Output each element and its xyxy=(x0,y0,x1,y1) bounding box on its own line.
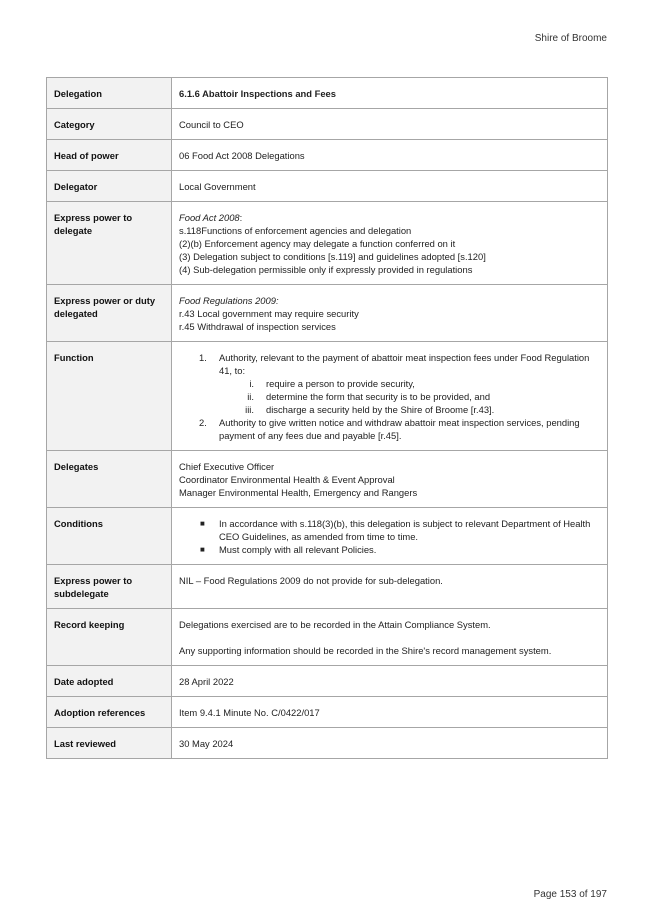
row-adoption-references xyxy=(47,697,608,728)
adoption-references-label: Adoption references xyxy=(47,697,172,728)
subitem-number: ii. xyxy=(247,391,254,402)
subitem-number: i. xyxy=(249,378,254,389)
row-function xyxy=(47,342,608,451)
row-record-keeping xyxy=(47,609,608,666)
category-value: Council to CEO xyxy=(172,109,608,140)
function-subitem xyxy=(238,377,600,390)
function-subitem xyxy=(238,403,600,416)
function-label: Function xyxy=(47,342,172,451)
delegation-value: 6.1.6 Abattoir Inspections and Fees xyxy=(172,78,608,109)
subdelegate-label: Express power to subdelegate xyxy=(47,565,172,609)
function-sublist xyxy=(238,377,600,416)
delegates-value xyxy=(172,451,608,508)
subitem-text: discharge a security held by the Shire of Broome [r.43]. xyxy=(266,404,495,415)
function-list xyxy=(199,351,600,442)
subdelegate-value: NIL – Food Regulations 2009 do not provide for sub-delegation. xyxy=(172,565,608,609)
row-category xyxy=(47,109,608,140)
date-adopted-value: 28 April 2022 xyxy=(172,666,608,697)
function-item-text: Authority to give written notice and withdraw abattoir meat inspection services, pending payment of any fees due and payable [r.45]. xyxy=(219,417,580,441)
delegator-value: Local Government xyxy=(172,171,608,202)
adoption-references-value: Item 9.4.1 Minute No. C/0422/017 xyxy=(172,697,608,728)
record-keeping-label: Record keeping xyxy=(47,609,172,666)
act-name: Food Act 2008 xyxy=(179,212,240,223)
function-value xyxy=(172,342,608,451)
express-power-to-delegate-label: Express power to delegate xyxy=(47,202,172,285)
row-head-of-power xyxy=(47,140,608,171)
row-last-reviewed xyxy=(47,728,608,759)
row-delegation xyxy=(47,78,608,109)
delegates-label: Delegates xyxy=(47,451,172,508)
subitem-number: iii. xyxy=(245,404,254,415)
conditions-list xyxy=(199,517,600,556)
spacer xyxy=(179,631,600,644)
row-conditions xyxy=(47,508,608,565)
regs-name: Food Regulations 2009: xyxy=(179,295,279,306)
subitem-text: determine the form that security is to be provided, and xyxy=(266,391,491,402)
head-of-power-value: 06 Food Act 2008 Delegations xyxy=(172,140,608,171)
delegator-label: Delegator xyxy=(47,171,172,202)
last-reviewed-value: 30 May 2024 xyxy=(172,728,608,759)
record-line: Any supporting information should be recorded in the Shire's record management system. xyxy=(179,645,552,656)
delegate-line: Chief Executive Officer xyxy=(179,461,275,472)
condition-text: Must comply with all relevant Policies. xyxy=(219,544,377,555)
row-express-power-or-duty-delegated xyxy=(47,285,608,342)
bullet-icon: ■ xyxy=(200,545,205,554)
page-number: Page 153 of 197 xyxy=(533,889,607,900)
last-reviewed-label: Last reviewed xyxy=(47,728,172,759)
reg-line: r.43 Local government may require security xyxy=(179,308,359,319)
function-item-number: 1. xyxy=(199,352,207,363)
express-power-to-delegate-value xyxy=(172,202,608,285)
subitem-text: require a person to provide security, xyxy=(266,378,415,389)
conditions-label: Conditions xyxy=(47,508,172,565)
delegation-label: Delegation xyxy=(47,78,172,109)
condition-item xyxy=(199,543,600,556)
express-power-or-duty-label: Express power or duty delegated xyxy=(47,285,172,342)
power-line: (4) Sub-delegation permissible only if expressly provided in regulations xyxy=(179,264,473,275)
row-delegates xyxy=(47,451,608,508)
function-item xyxy=(199,351,600,416)
function-subitem xyxy=(238,390,600,403)
delegate-line: Coordinator Environmental Health & Event Approval xyxy=(179,474,395,485)
function-item-text: Authority, relevant to the payment of abattoir meat inspection fees under Food Regulation 41, to: xyxy=(219,352,590,376)
row-express-power-to-subdelegate xyxy=(47,565,608,609)
page-header: Shire of Broome xyxy=(534,33,607,44)
conditions-value xyxy=(172,508,608,565)
row-date-adopted xyxy=(47,666,608,697)
record-keeping-value xyxy=(172,609,608,666)
power-line: s.118Functions of enforcement agencies and delegation xyxy=(179,225,412,236)
delegate-line: Manager Environmental Health, Emergency and Rangers xyxy=(179,487,418,498)
head-of-power-label: Head of power xyxy=(47,140,172,171)
record-line: Delegations exercised are to be recorded in the Attain Compliance System. xyxy=(179,619,491,630)
row-delegator xyxy=(47,171,608,202)
category-label: Category xyxy=(47,109,172,140)
function-item-number: 2. xyxy=(199,417,207,428)
delegation-table xyxy=(46,77,608,759)
condition-text: In accordance with s.118(3)(b), this delegation is subject to relevant Department of Health CEO Guidelines, as amended from time to time. xyxy=(219,518,591,542)
function-item xyxy=(199,416,600,442)
condition-item xyxy=(199,517,600,543)
bullet-icon: ■ xyxy=(200,519,205,528)
express-power-or-duty-value xyxy=(172,285,608,342)
row-express-power-to-delegate xyxy=(47,202,608,285)
act-line: Food Act 2008: xyxy=(179,212,243,223)
reg-line: r.45 Withdrawal of inspection services xyxy=(179,321,336,332)
date-adopted-label: Date adopted xyxy=(47,666,172,697)
power-line: (3) Delegation subject to conditions [s.119] and guidelines adopted [s.120] xyxy=(179,251,486,262)
power-line: (2)(b) Enforcement agency may delegate a function conferred on it xyxy=(179,238,456,249)
